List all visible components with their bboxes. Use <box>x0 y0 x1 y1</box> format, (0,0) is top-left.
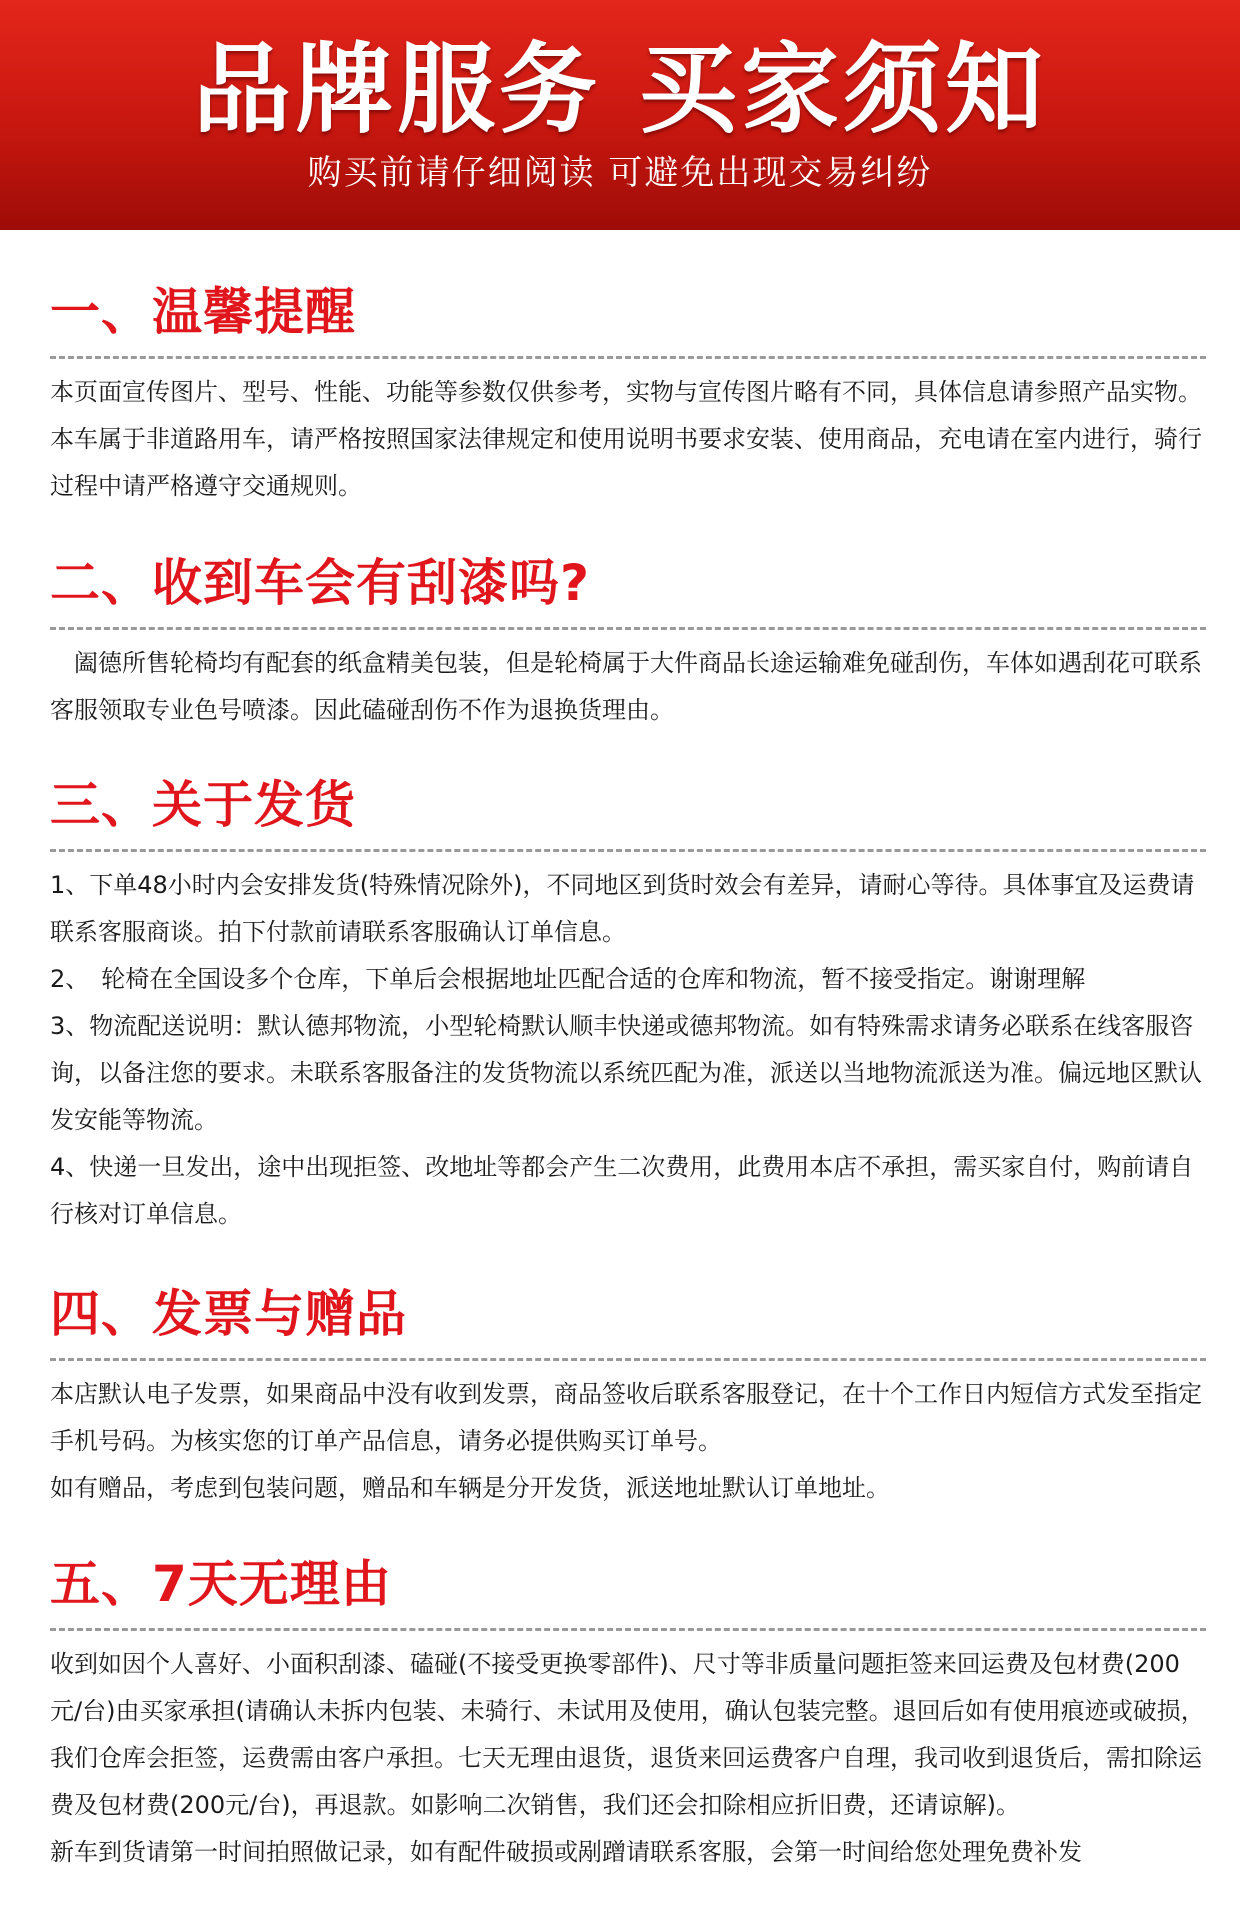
section-heading: 一、温馨提醒 <box>50 283 356 341</box>
section-heading: 五、7天无理由 <box>50 1555 392 1613</box>
invoice-paragraph: 本店默认电子发票，如果商品中没有收到发票，商品签收后联系客服登记，在十个工作日内短信方式发至指定手机号码。为核实您的订单产品信息，请务必提供购买订单号。 <box>50 1380 1202 1455</box>
shipping-item-2: 2、 轮椅在全国设多个仓库，下单后会根据地址匹配合适的仓库和物流，暂不接受指定。谢谢理解 <box>50 965 1086 993</box>
gifts-paragraph: 如有赠品，考虑到包装问题，赠品和车辆是分开发货，派送地址默认订单地址。 <box>50 1474 890 1502</box>
header-banner <box>0 0 1240 230</box>
page-title: 品牌服务 买家须知 <box>192 33 1048 147</box>
arrival-inspection-paragraph: 新车到货请第一时间拍照做记录，如有配件破损或剐蹭请联系客服，会第一时间给您处理免费补发 <box>50 1838 1082 1866</box>
dashed-divider <box>50 356 1206 359</box>
section-seven-day-return <box>50 1554 1206 1876</box>
section-warm-reminder <box>50 282 1206 510</box>
page-subtitle: 购买前请仔细阅读 可避免出现交易纠纷 <box>307 153 933 193</box>
shipping-item-3: 3、物流配送说明：默认德邦物流，小型轮椅默认顺丰快递或德邦物流。如有特殊需求请务必联系在线客服咨询，以备注您的要求。未联系客服备注的发货物流以系统匹配为准，派送以当地物流派送为准。偏远地区默认发安能等物流。 <box>50 1012 1202 1134</box>
section-invoice-gifts <box>50 1284 1206 1512</box>
dashed-divider <box>50 627 1206 630</box>
section-heading: 四、发票与赠品 <box>50 1285 407 1343</box>
section-heading: 二、收到车会有刮漆吗? <box>50 554 591 612</box>
shipping-item-4: 4、快递一旦发出，途中出现拒签、改地址等都会产生二次费用，此费用本店不承担，需买家自付，购前请自行核对订单信息。 <box>50 1153 1194 1228</box>
section-paragraph: 本页面宣传图片、型号、性能、功能等参数仅供参考，实物与宣传图片略有不同，具体信息请参照产品实物。本车属于非道路用车，请严格按照国家法律规定和使用说明书要求安装、使用商品，充电请在室内进行，骑行过程中请严格遵守交通规则。 <box>50 378 1202 500</box>
dashed-divider <box>50 1628 1206 1631</box>
dashed-divider <box>50 849 1206 852</box>
section-shipping <box>50 775 1206 1238</box>
section-scratch-paint <box>50 553 1206 734</box>
dashed-divider <box>50 1358 1206 1361</box>
section-paragraph: 阖德所售轮椅均有配套的纸盒精美包装，但是轮椅属于大件商品长途运输难免碰刮伤，车体如遇刮花可联系客服领取专业色号喷漆。因此磕碰刮伤不作为退换货理由。 <box>50 649 1202 724</box>
section-heading: 三、关于发货 <box>50 776 356 834</box>
shipping-item-1: 1、下单48小时内会安排发货(特殊情况除外)，不同地区到货时效会有差异，请耐心等待。具体事宜及运费请联系客服商谈。拍下付款前请联系客服确认订单信息。 <box>50 871 1195 946</box>
return-policy-paragraph: 收到如因个人喜好、小面积刮漆、磕碰(不接受更换零部件)、尺寸等非质量问题拒签来回运费及包材费(200元/台)由买家承担(请确认未拆内包装、未骑行、未试用及使用，确认包装完整。退回后如有使用痕迹或破损，我们仓库会拒签，运费需由客户承担。七天无理由退货，退货来回运费客户自理，我司收到退货后，需扣除运费及包材费(200元/台)，再退款。如影响二次销售，我们还会扣除相应折旧费，还请谅解)。 <box>50 1650 1205 1819</box>
